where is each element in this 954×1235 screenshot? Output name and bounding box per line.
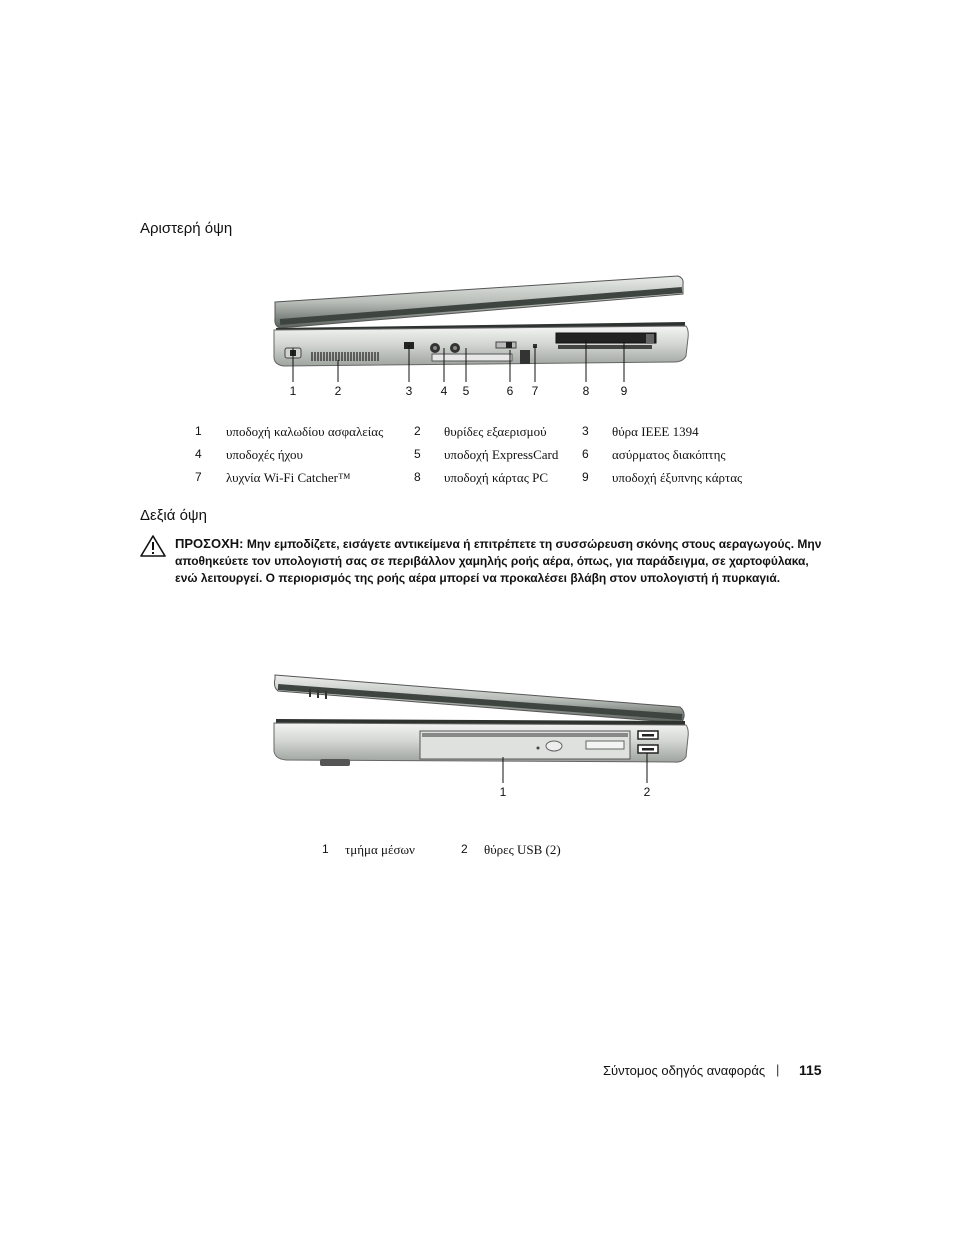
right-view-legend — [322, 842, 622, 862]
caution-text: Μην εμποδίζετε, εισάγετε αντικείμενα ή επιτρέπετε τη συσσώρευση σκόνης στους αεραγωγούς. Μην αποθηκεύετε τον υπολογιστή σας σε περιβάλλον χαμηλής ροής αέρα, όπως, για παράδειγμα, σε χαρτοφύλακα, ενώ λειτουργεί. Ο περιορισμός της ροής αέρα μπορεί να προκαλέσει βλάβη στον υπολογιστή ή πυρκαγιά. — [175, 537, 822, 585]
legend-text: υποδοχές ήχου — [226, 447, 303, 462]
caution-icon — [140, 535, 166, 557]
legend-number: 5 — [414, 447, 421, 461]
legend-text: θύρες USB (2) — [484, 842, 561, 857]
footer-separator: | — [776, 1062, 780, 1077]
legend-number: 9 — [582, 470, 589, 484]
legend-row — [195, 424, 765, 442]
legend-number: 1 — [195, 424, 202, 438]
legend-number: 4 — [195, 447, 202, 461]
legend-text: ασύρματος διακόπτης — [612, 447, 726, 462]
left-view-legend — [195, 424, 765, 494]
left-view-callouts — [270, 384, 690, 400]
legend-number: 2 — [461, 842, 468, 856]
callout-number: 2 — [643, 785, 651, 799]
legend-text: υποδοχή καλωδίου ασφαλείας — [226, 424, 384, 439]
caution-label: ΠΡΟΣΟΧΗ: — [175, 536, 244, 551]
legend-number: 7 — [195, 470, 202, 484]
legend-number: 6 — [582, 447, 589, 461]
right-view-leader-lines — [270, 745, 690, 785]
right-view-callouts — [270, 785, 690, 801]
legend-text: τμήμα μέσων — [345, 842, 415, 857]
legend-row — [195, 470, 765, 488]
legend-text: υποδοχή ExpressCard — [444, 447, 559, 462]
callout-number: 2 — [334, 384, 342, 398]
callout-number: 3 — [405, 384, 413, 398]
footer-guide-title: Σύντομος οδηγός αναφοράς — [603, 1063, 766, 1078]
caution-notice — [175, 535, 825, 587]
left-view-heading: Αριστερή όψη — [140, 220, 233, 237]
legend-number: 1 — [322, 842, 329, 856]
right-view-heading: Δεξιά όψη — [140, 507, 207, 524]
callout-number: 5 — [462, 384, 470, 398]
legend-number: 8 — [414, 470, 421, 484]
legend-text: υποδοχή κάρτας PC — [444, 470, 549, 485]
legend-text: λυχνία Wi-Fi Catcher™ — [226, 470, 351, 485]
callout-number: 1 — [499, 785, 507, 799]
legend-number: 3 — [582, 424, 589, 438]
legend-number: 2 — [414, 424, 421, 438]
callout-number: 1 — [289, 384, 297, 398]
legend-text: θυρίδες εξαερισμού — [444, 424, 547, 439]
page-number: 115 — [799, 1062, 822, 1078]
legend-text: υποδοχή έξυπνης κάρτας — [612, 470, 743, 485]
callout-number: 4 — [440, 384, 448, 398]
legend-row — [322, 842, 622, 860]
callout-number: 7 — [531, 384, 539, 398]
callout-number: 9 — [620, 384, 628, 398]
callout-number: 6 — [506, 384, 514, 398]
legend-text: θύρα IEEE 1394 — [612, 424, 699, 439]
callout-number: 8 — [582, 384, 590, 398]
left-view-leader-lines — [270, 330, 690, 385]
legend-row — [195, 447, 765, 465]
